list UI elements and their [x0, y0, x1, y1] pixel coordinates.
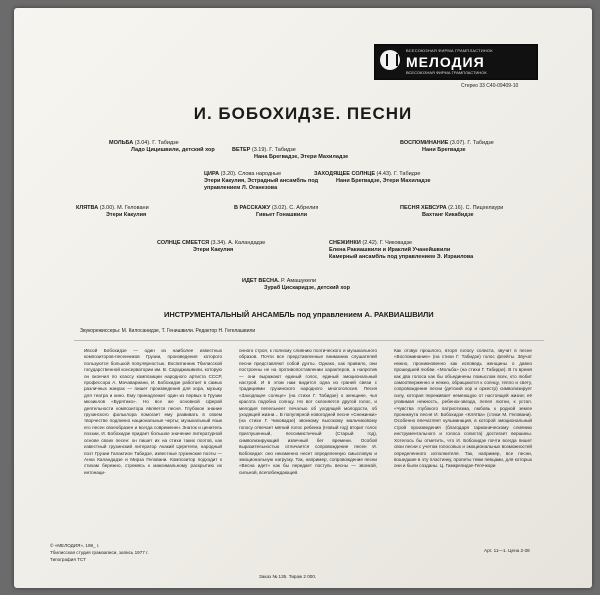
record-sleeve-back	[14, 8, 592, 588]
track-info: (2.42). Г. Чиковадзе	[362, 240, 413, 246]
track-info: (3.04). Г. Табидзе	[134, 140, 179, 146]
order-info: Заказ № 135. Тираж 2 000.	[259, 574, 317, 579]
studio-info: Тбилисская студия грамзаписи, запись 1977 г.	[50, 550, 149, 555]
track-info: Р. Амашукели	[281, 278, 317, 284]
track-performer: Нана Брегвадзе, Этери Махиладзе	[254, 154, 349, 160]
logo-top-text: ВСЕСОЮЗНАЯ ФИРМА ГРАМПЛАСТИНОК	[406, 48, 493, 53]
track-performer: Этери Какулия, Эстрадный ансамбль под управлением Л. Оганезова	[204, 178, 319, 191]
track-info: (3.00). М. Геловани	[99, 205, 149, 211]
track-performer: Ладо Цицишвили, детский хор	[131, 147, 215, 153]
track-item	[329, 240, 479, 261]
track-performer: Нани Брегвадзе, Этери Махиладзе	[336, 178, 431, 184]
track-title: ИДЕТ ВЕСНА.	[242, 278, 280, 284]
track-info: (3.20). Слова народные	[220, 171, 282, 177]
track-item	[314, 171, 431, 185]
track-performer: Гивьет Гонашвили	[256, 212, 308, 218]
track-item	[109, 140, 215, 154]
track-performer: Нани Брегвадзе	[422, 147, 466, 153]
logo-bottom-text: ВСЕСОЮЗНАЯ ФИРМА ГРАМПЛАСТИНОК	[406, 70, 487, 75]
track-item	[204, 171, 324, 192]
track-title: В РАССКАЖУ	[234, 205, 271, 211]
catalog-number: Стерео 33 С40-09409-10	[461, 83, 519, 89]
track-item	[234, 205, 318, 219]
track-title: ВОСПОМИНАНИЕ	[400, 140, 449, 146]
print-info: Типография ТСТ	[50, 557, 86, 562]
track-item	[76, 205, 149, 219]
track-item	[400, 205, 503, 219]
track-title: СОЛНЦЕ СМЕЕТСЯ	[157, 240, 210, 246]
track-performer: Этери Какулия	[106, 212, 147, 218]
liner-notes-column-2: онного строя, к полному слиянию поэтического и музыкального образов. Почти все представленные вниманию слушателей песни представляют собой дуэты. Однако, как правило, они построены не на противопоставлении характеров, а напротив — они выражают единый голос, единый эмоциональный настрой. И в этом нам видится одна из граней связи с традициями грузинского народного многоголосия. Песня «Заходящее солнце» (на стихи Г. Табидзе) о женщине, чья красота подобна солнцу. Но вот склоняется другой голос, и мелодия пепельнеет печалью об уходящей молодости, об уходящей жизни... В популярной новогодней песне «Снежинки» (на стихи Г. Чиковадзе) звонкому высокому мальчиковому голосу отвечает мягкий голос ребенка (Новый год) вторит голос приглушенный, пессимистичный (Старый год), символизирующий извечный бег времени. Особой выразительностью отличается сопровождение песен И. Бобохидзе: оно неизменно несет определенную смысловую и эмоциональную нагрузку. Так, например, сопровождение песни «Весна идет» как бы передает поступь весны — звонкой, сильной, всепобеждающей.	[239, 348, 377, 475]
track-title: ВЕТЕР	[232, 147, 251, 153]
copyright: © «МЕЛОДИЯ», 198_ г.	[50, 543, 100, 548]
track-item	[242, 278, 350, 292]
melodiya-emblem-icon	[380, 50, 400, 70]
article-price: Арт. 11—1. Цена 2-38	[484, 548, 530, 553]
track-title: КЛЯТВА	[76, 205, 99, 211]
divider	[74, 340, 544, 341]
track-item	[157, 240, 265, 254]
logo-name: МЕЛОДИЯ	[406, 54, 485, 70]
track-info: (2.16). С. Пицхелаури	[448, 205, 504, 211]
track-performer: Вахтанг Кикабидзе	[422, 212, 474, 218]
track-title: ЗАХОДЯЩЕЕ СОЛНЦЕ	[314, 171, 375, 177]
track-performer: Этери Какулия	[193, 247, 234, 253]
track-info: (3.07). Г. Табидзе	[449, 140, 494, 146]
liner-notes-column-3: Как отзвук прошлого, вторя голосу солиста, звучит в песне «Воспоминание» (на стихи Г. Табидзе) голос флейты. Звучат нежно, проникновенно как исповедь женщины о давно прошедшей любви. «Мольба» (на стихи Г. Табидзе). В то время как два голоса как бы объединены помыслом всех, кто любит самоотверженно и нежно, обращаются к солнцу, тепло и свету, сопровождение песни (детский хор и оркестр) символизирует силу, которая переживает немеющую от настоящей жизни; её уязвимая нежность, ребенок-звезда, пепел лютни, к устал. «Чувства глубокого патриотизма, любовь к родной земле проникнута песня И. Бобохидзе «Клятва» (стихи М. Геловани). Особенно впечатляет кульминация, в которой эмоциональный строй произведения (благодаря гармоническому слиянию инструментального и голоса солиста) достигает вершины. Хотелось бы отметить, что И. Бобохидзе почти всегда пишет свои песни с учетом голосовых и эмоциональных возможностей определенного исполнителя. Так, например, все песни, вошедшие в эту пластинку, пропеты теми певцами, для которых они и были созданы. Ц. Гамкрелидзе-Гегечкори	[394, 348, 532, 469]
album-title: И. БОБОХИДЗЕ. ПЕСНИ	[193, 104, 413, 123]
track-performer: Зураб Цискаридзе, детский хор	[264, 285, 350, 291]
track-performer: Елена Ракиашвили и Ираклий Учанейшвили Камерный ансамбль под управлением Э. Израилова	[329, 247, 474, 260]
track-title: СНЕЖИНКИ	[329, 240, 361, 246]
melodiya-logo	[374, 44, 538, 80]
liner-notes-column-1: Ивсой Бобохидзе — один из наиболее известных композиторов-песенников Грузии, произведения которого пользуются большой популярностью. Воспитанник Тбилисской государственной консерватории им. В. Сараджишвили, которую он окончил по классу композиции народного артиста СССР, профессора А. Мачавариани, И. Бобохидзе работает в самых различных жанрах — пишет произведения для хора, музыку для театра и кино. Ему принадлежит один из первых в Грузии мюзиклов «Бурятико». Но все же основной сферой деятельности композитора является песня. Глубокое знание грузинского фольклора помогает ему развивать в своем творчестве подлинно национальные черты; музыкальный язык его песен своеобразен и всегда современен. Знаток и ценитель поэзии, И. Бобохидзе придает большое значение литературной основе своих песен: он пишет их на стихи таких поэтов, как известный грузинский литератор Акакий Церетели, народный поэт Грузии Галактион Табидзе, известные грузинские поэты — Анна Каландадзе и Мирза Геловани. Композитор подходит к стихам бережно, стремясь к максимальному раскрытию их интонаци-	[84, 348, 222, 475]
track-info: (4.43). Г. Табидзе	[376, 171, 421, 177]
track-item	[232, 147, 348, 161]
track-info: (3.34). А. Каландадзе	[210, 240, 266, 246]
track-item	[400, 140, 494, 154]
track-title: ЦИРА	[204, 171, 220, 177]
track-title: ПЕСНЯ ХЕВСУРА	[400, 205, 447, 211]
track-title: МОЛЬБА	[109, 140, 134, 146]
track-info: (3.19). Г. Табидзе	[251, 147, 296, 153]
sound-credits: Звукорежиссеры: М. Килосанидзе, Т. Генишвили. Редактор Н. Гегелашвили	[80, 328, 256, 334]
track-info: (3.02). С. Абрелия	[271, 205, 319, 211]
ensemble-credit: ИНСТРУМЕНТАЛЬНЫЙ АНСАМБЛЬ под управлением А. РАКВИАШВИЛИ	[164, 310, 434, 319]
